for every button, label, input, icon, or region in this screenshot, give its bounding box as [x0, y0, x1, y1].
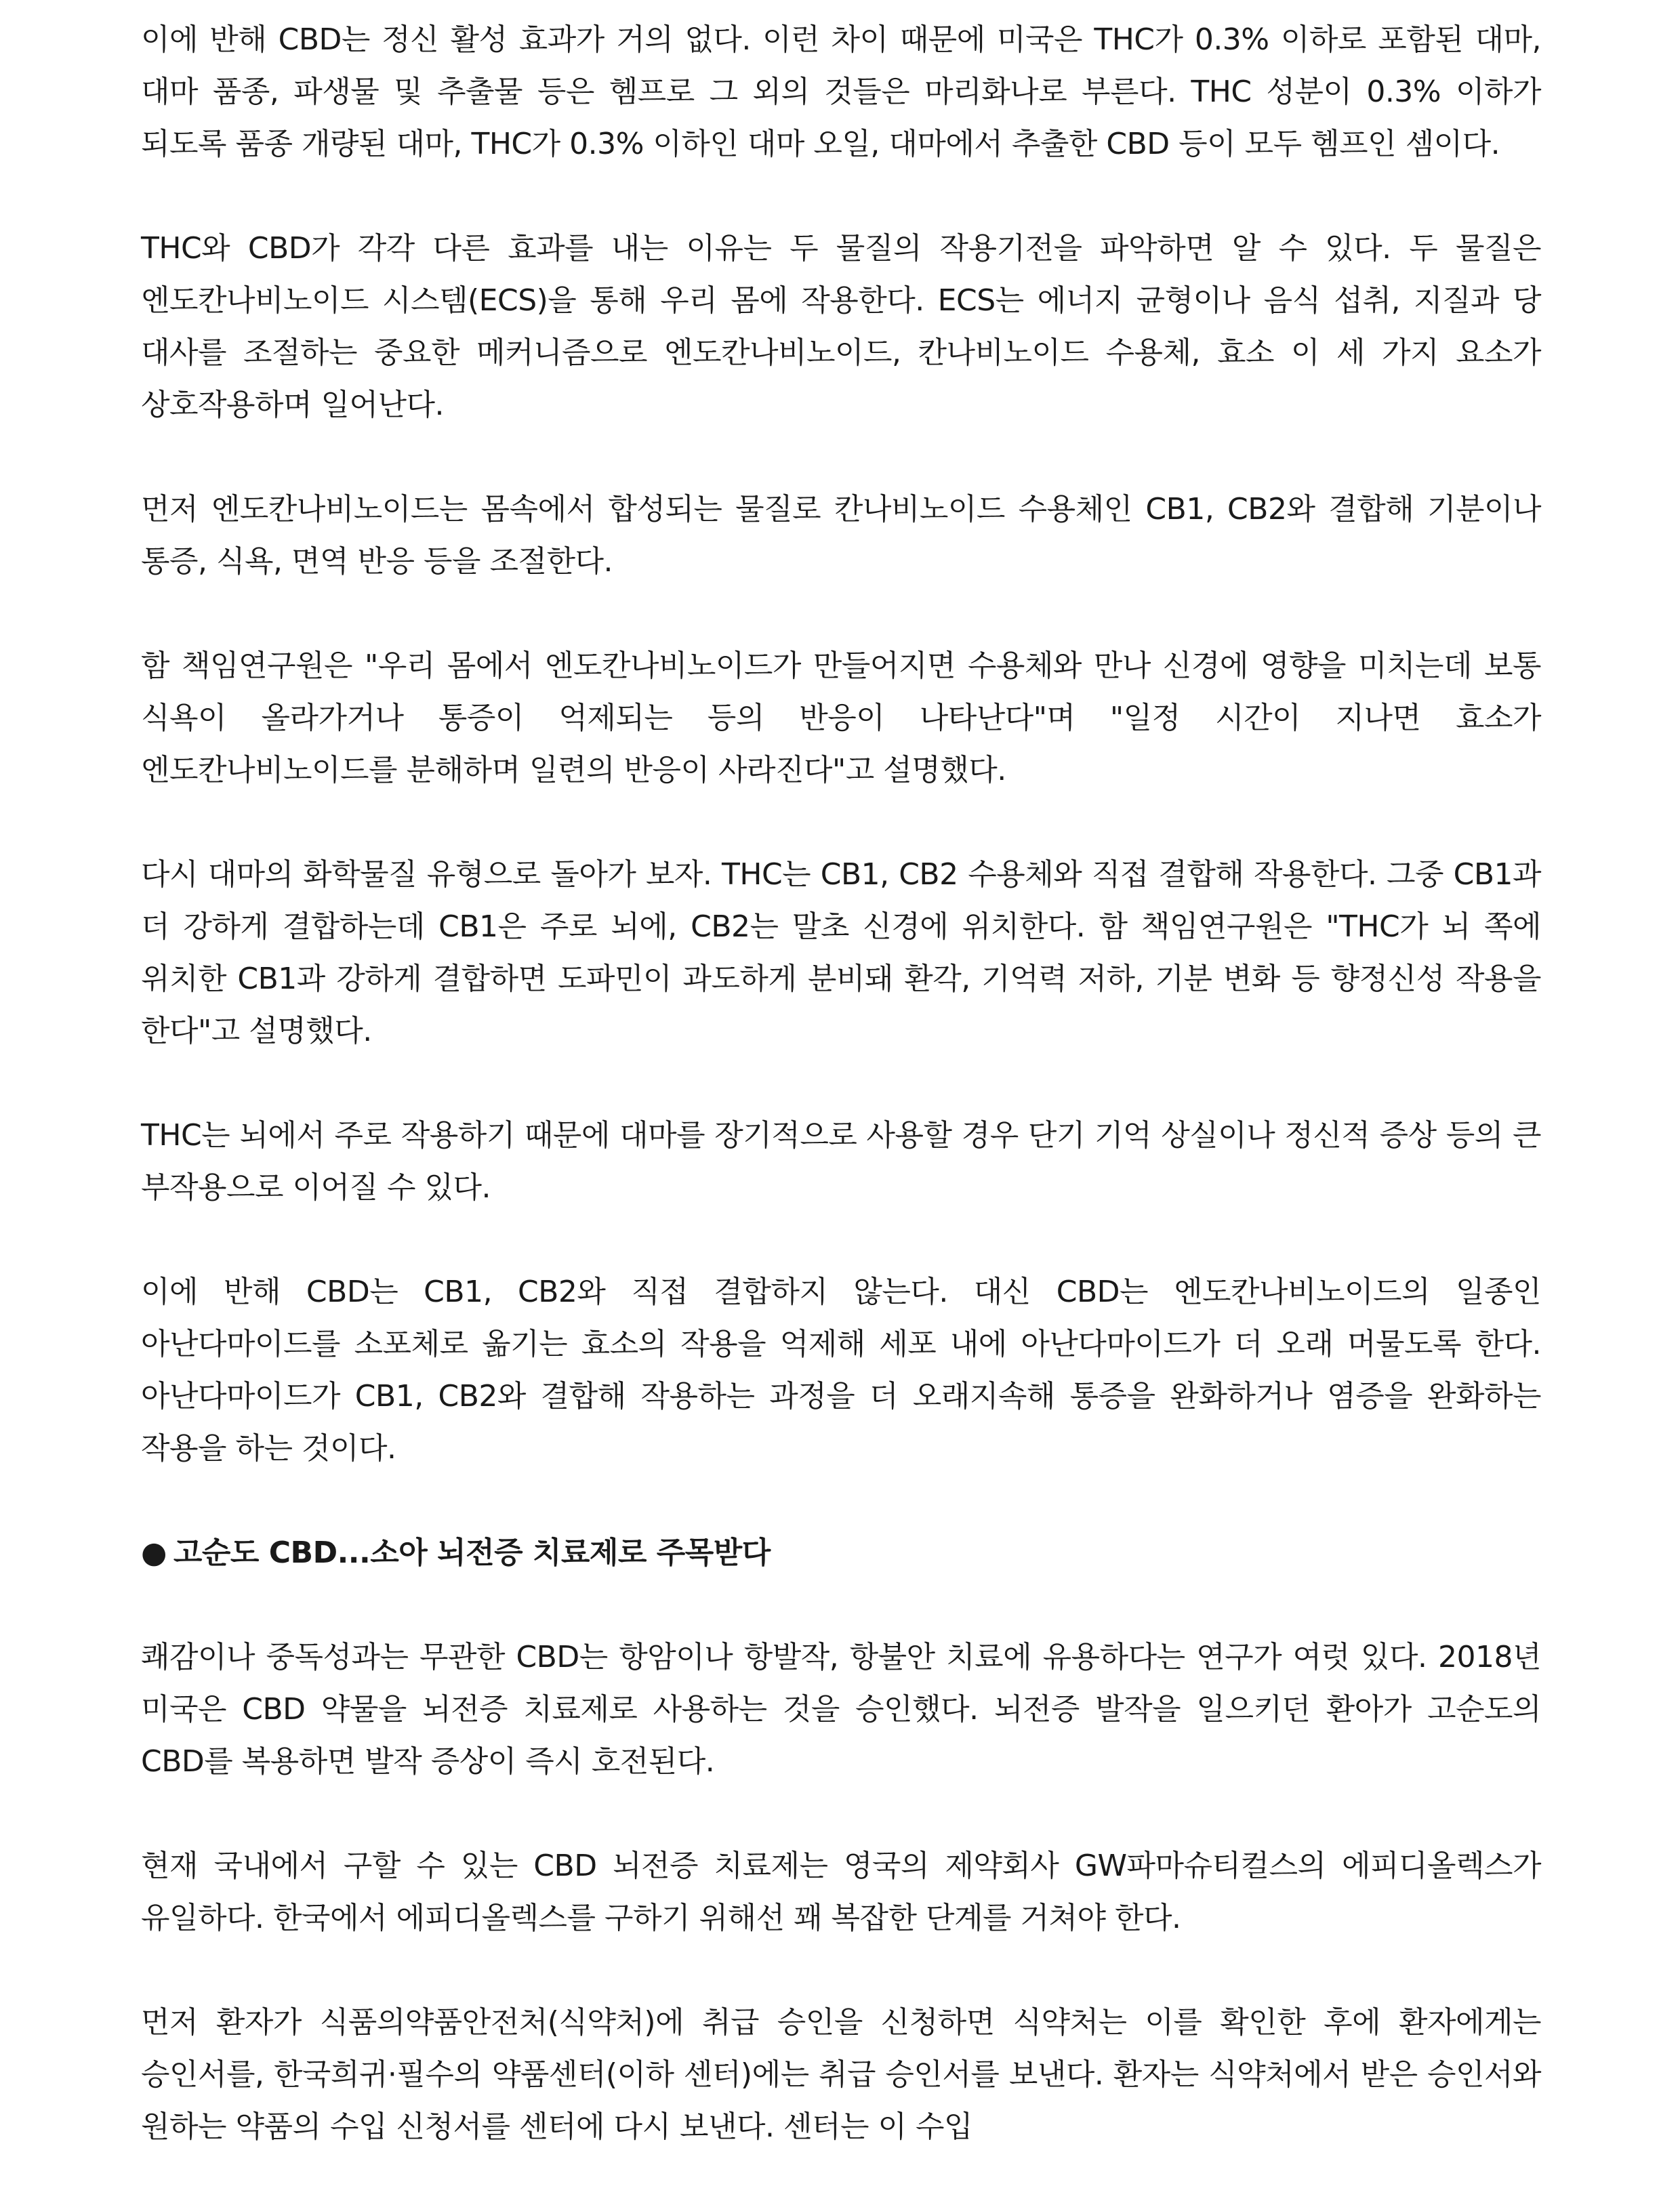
- paragraph: 이에 반해 CBD는 CB1, CB2와 직접 결합하지 않는다. 대신 CBD는 엔도칸나비노이드의 일종인 아난다마이드를 소포체로 옮기는 효소의 작용을 억제해 세포 내에 아난다마이드가 더 오래 머물도록 한다. 아난다마이드가 CB1, CB2와 결합해 작용하는 과정을 더 오래지속해 통증을 완화하거나 염증을 완화하는 작용을 하는 것이다.: [141, 1275, 1541, 1466]
- paragraph: 다시 대마의 화학물질 유형으로 돌아가 보자. THC는 CB1, CB2 수용체와 직접 결합해 작용한다. 그중 CB1과 더 강하게 결합하는데 CB1은 주로 뇌에, CB2는 말초 신경에 위치한다. 함 책임연구원은 "THC가 뇌 쪽에 위치한 CB1과 강하게 결합하면 도파민이 과도하게 분비돼 환각, 기억력 저하, 기분 변화 등 향정신성 작용을 한다"고 설명했다.: [141, 857, 1542, 1048]
- bullet-icon: ●: [141, 1536, 167, 1570]
- paragraph: THC는 뇌에서 주로 작용하기 때문에 대마를 장기적으로 사용할 경우 단기 기억 상실이나 정신적 증상 등의 큰 부작용으로 이어질 수 있다.: [141, 1118, 1541, 1205]
- section-heading: [141, 1527, 1541, 1579]
- paragraph: 이에 반해 CBD는 정신 활성 효과가 거의 없다. 이런 차이 때문에 미국은 THC가 0.3% 이하로 포함된 대마, 대마 품종, 파생물 및 추출물 등은 헴프로 그 외의 것들은 마리화나로 부른다. THC 성분이 0.3% 이하가 되도록 품종 개량된 대마, THC가 0.3% 이하인 대마 오일, 대마에서 추출한 CBD 등이 모두 헴프인 셈이다.: [141, 22, 1541, 161]
- paragraph: THC와 CBD가 각각 다른 효과를 내는 이유는 두 물질의 작용기전을 파악하면 알 수 있다. 두 물질은 엔도칸나비노이드 시스템(ECS)을 통해 우리 몸에 작용한다. ECS는 에너지 균형이나 음식 섭취, 지질과 당 대사를 조절하는 중요한 메커니즘으로 엔도칸나비노이드, 칸나비노이드 수용체, 효소 이 세 가지 요소가 상호작용하며 일어난다.: [141, 231, 1541, 422]
- paragraph: 쾌감이나 중독성과는 무관한 CBD는 항암이나 항발작, 항불안 치료에 유용하다는 연구가 여럿 있다. 2018년 미국은 CBD 약물을 뇌전증 치료제로 사용하는 것을 승인했다. 뇌전증 발작을 일으키던 환아가 고순도의 CBD를 복용하면 발작 증상이 즉시 호전된다.: [141, 1640, 1541, 1779]
- paragraph: 먼저 엔도칸나비노이드는 몸속에서 합성되는 물질로 칸나비노이드 수용체인 CB1, CB2와 결합해 기분이나 통증, 식욕, 면역 반응 등을 조절한다.: [141, 492, 1541, 579]
- section-heading-text: 고순도 CBD...소아 뇌전증 치료제로 주목받다: [173, 1536, 771, 1570]
- paragraph: 먼저 환자가 식품의약품안전처(식약처)에 취급 승인을 신청하면 식약처는 이를 확인한 후에 환자에게는 승인서를, 한국희귀·필수의 약품센터(이하 센터)에는 취급 승인서를 보낸다. 환자는 식약처에서 받은 승인서와 원하는 약품의 수입 신청서를 센터에 다시 보낸다. 센터는 이 수입: [141, 2005, 1541, 2144]
- paragraph: 함 책임연구원은 "우리 몸에서 엔도칸나비노이드가 만들어지면 수용체와 만나 신경에 영향을 미치는데 보통 식욕이 올라가거나 통증이 억제되는 등의 반응이 나타난다"며 "일정 시간이 지나면 효소가 엔도칸나비노이드를 분해하며 일련의 반응이 사라진다"고 설명했다.: [141, 648, 1541, 787]
- paragraph: 현재 국내에서 구할 수 있는 CBD 뇌전증 치료제는 영국의 제약회사 GW파마슈티컬스의 에피디올렉스가 유일하다. 한국에서 에피디올렉스를 구하기 위해선 꽤 복잡한 단계를 거쳐야 한다.: [141, 1849, 1541, 1935]
- article-body: [141, 0, 1541, 2205]
